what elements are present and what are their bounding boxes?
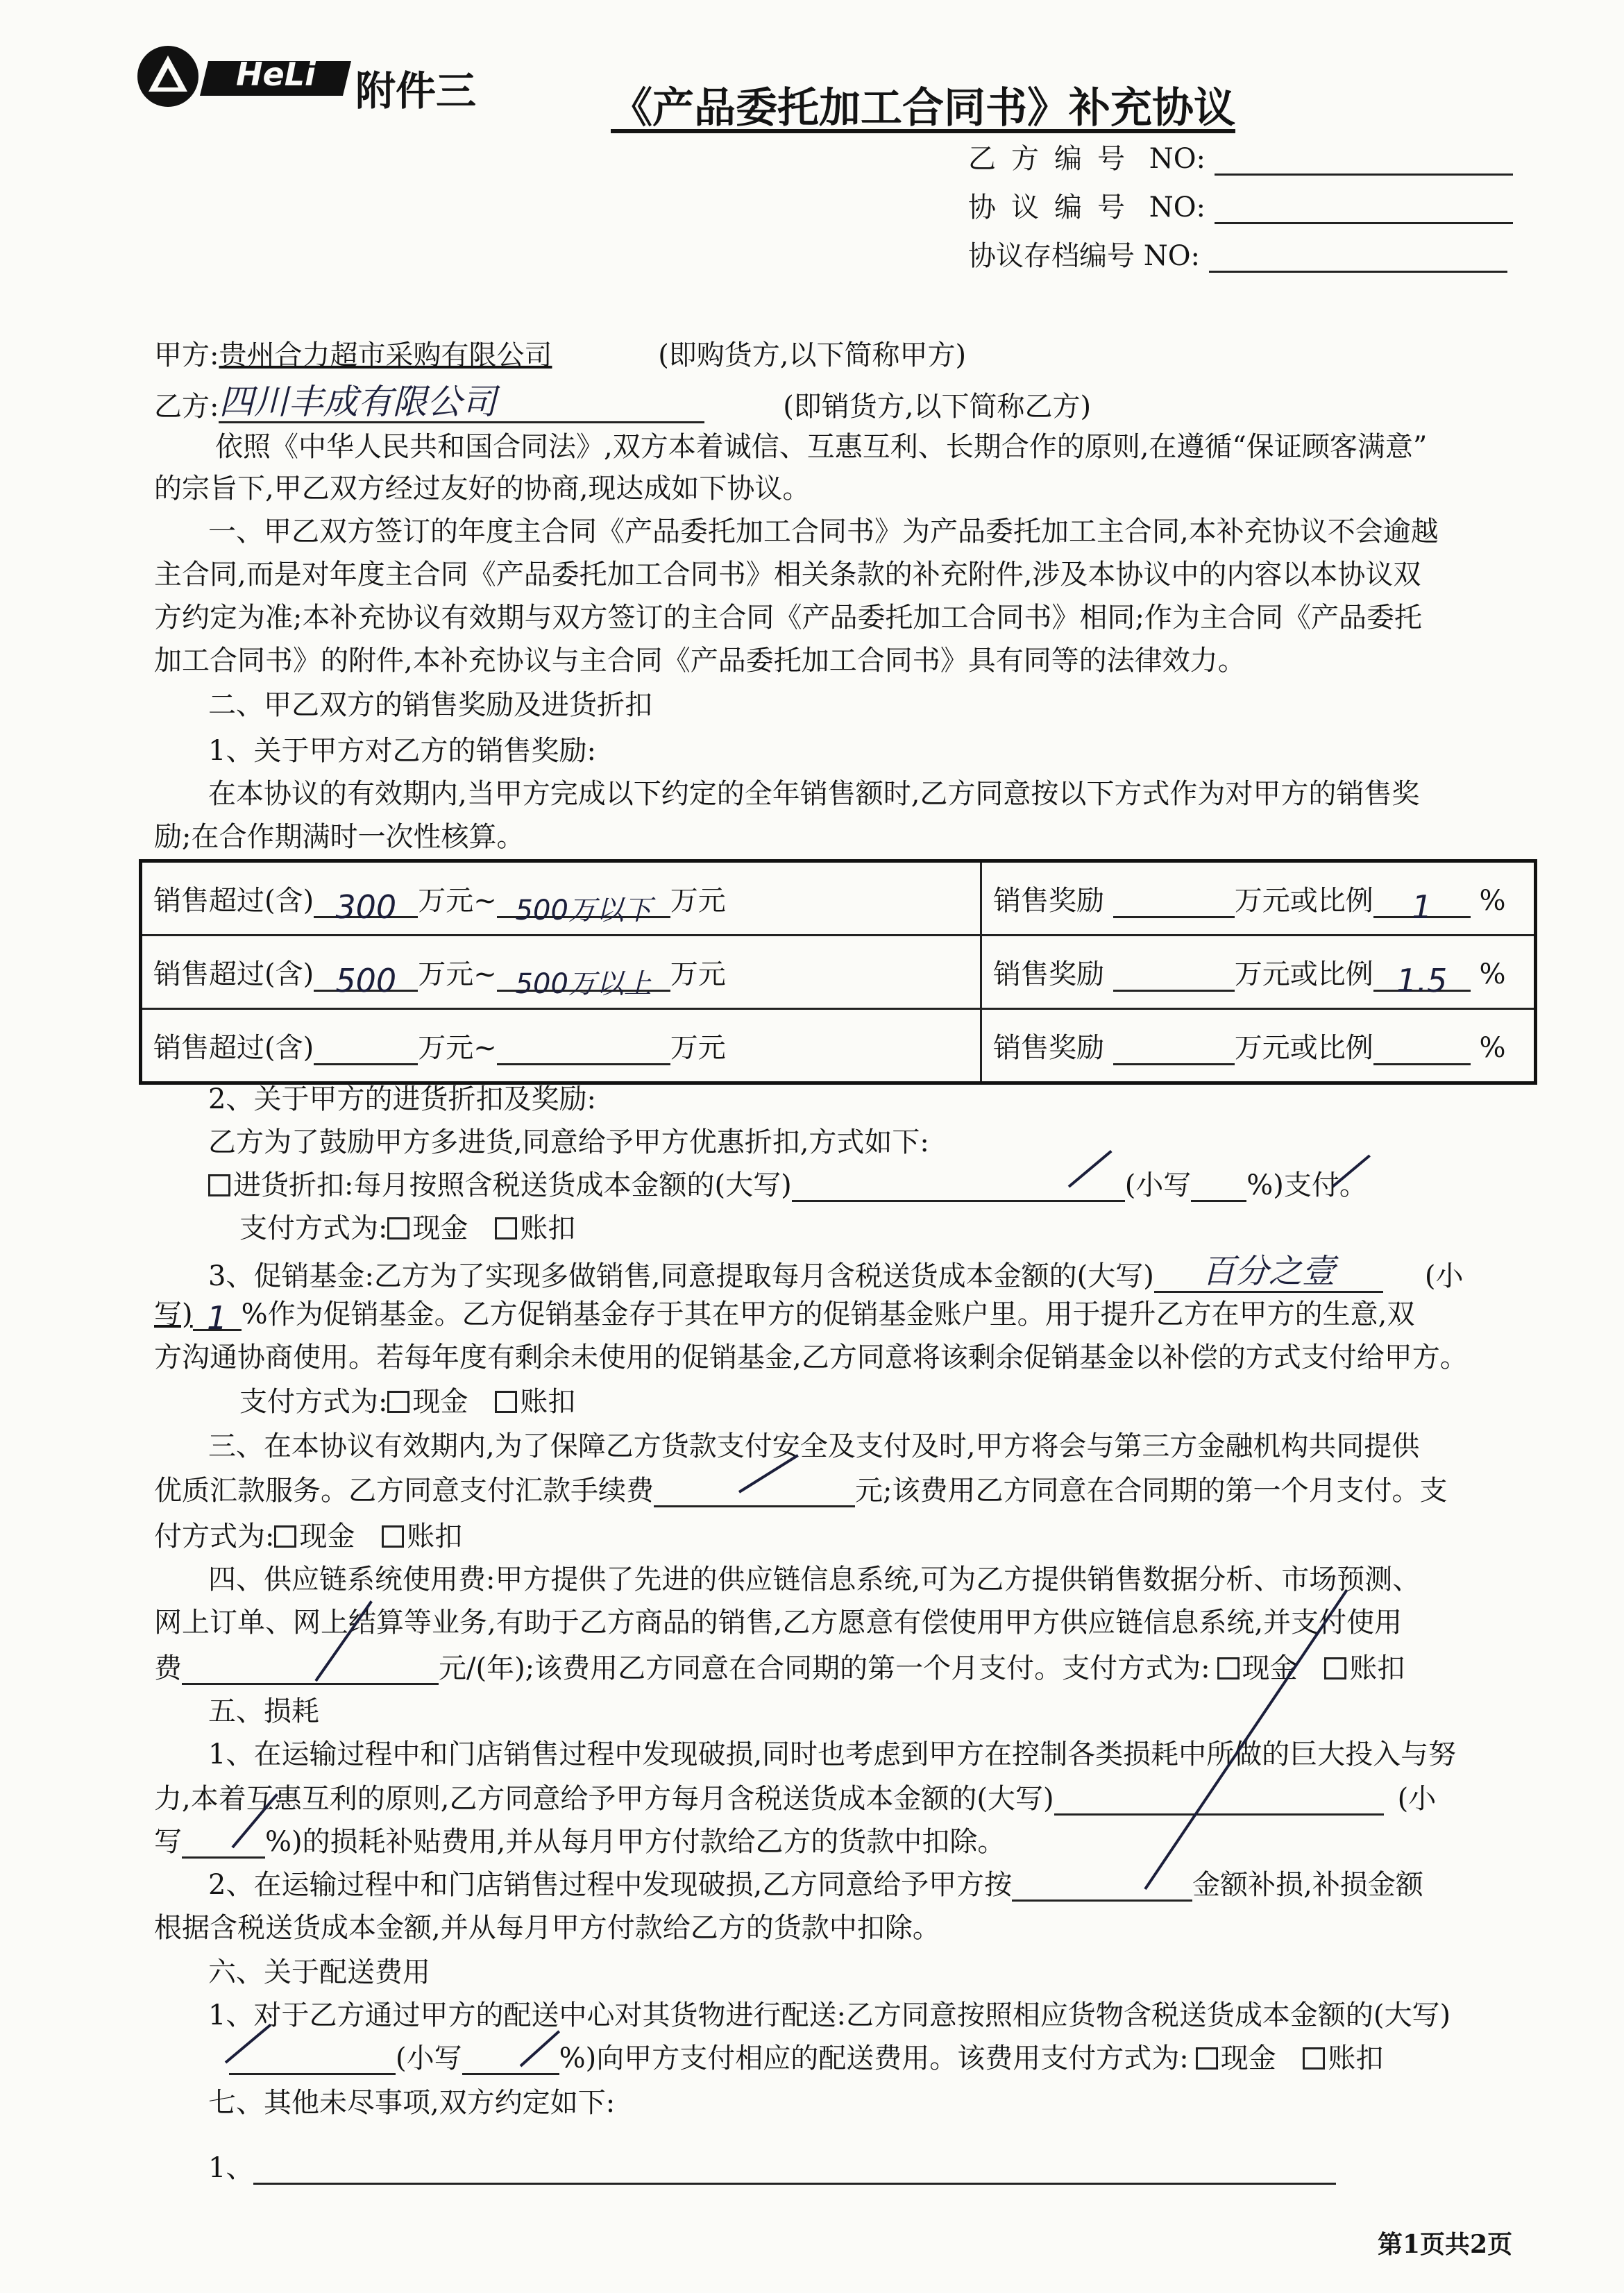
reward-ratio-value[interactable]: 1.5 bbox=[1373, 962, 1471, 992]
promo-fund-row-2: 写) 1 %作为促销基金。乙方促销基金存于其在甲方的促销基金账户里。用于提升乙方在甲方的生意,双 bbox=[154, 1298, 1415, 1337]
section-5-2-line-a: 2、在运输过程中和门店销售过程中发现破损,乙方同意给予甲方按 金额补损,补损金额 bbox=[208, 1869, 1423, 1901]
section-1-line-1: 一、甲乙双方签订的年度主合同《产品委托加工合同书》为产品委托加工主合同,本补充协议不会逾越 bbox=[208, 516, 1439, 548]
section-5-1-line-b: 力,本着互惠互利的原则,乙方同意给予甲方每月含税送货成本金额的(大写) (小 bbox=[154, 1783, 1437, 1815]
promo-fund-percent-value[interactable]: 1 bbox=[193, 1301, 242, 1331]
party-b-no-field[interactable] bbox=[1215, 146, 1513, 176]
section-4-line-1: 四、供应链系统使用费:甲方提供了先进的供应链信息系统,可为乙方提供销售数据分析、市场预测、 bbox=[208, 1564, 1421, 1596]
section-1-line-2: 主合同,而是对年度主合同《产品委托加工合同书》相关条款的补充附件,涉及本协议中的内容以本协议双 bbox=[154, 559, 1421, 591]
page-title: 《产品委托加工合同书》补充协议 bbox=[611, 84, 1235, 133]
section-5-1-line-c: 写 %)的损耗补贴费用,并从每月甲方付款给乙方的货款中扣除。 bbox=[154, 1826, 1006, 1858]
promo-fund-uppercase-value[interactable]: 百分之壹 bbox=[1154, 1255, 1383, 1293]
reward-from-value[interactable]: 500 bbox=[314, 962, 418, 992]
section-1-line-4: 加工合同书》的附件,本补充协议与主合同《产品委托加工合同书》具有同等的法律效力。 bbox=[154, 645, 1246, 677]
purchase-discount-row: 进货折扣:每月按照含税送货成本金额的(大写) (小写 %)支付。 bbox=[208, 1169, 1367, 1202]
reward-ratio-value[interactable]: 1 bbox=[1373, 888, 1471, 918]
cash-checkbox[interactable] bbox=[387, 1391, 409, 1413]
agreement-no-row: 协议编号 NO: bbox=[968, 191, 1513, 224]
discount-amount-field[interactable] bbox=[792, 1172, 1125, 1202]
cash-checkbox[interactable] bbox=[274, 1525, 296, 1548]
reward-ratio-value[interactable] bbox=[1373, 1035, 1471, 1065]
party-a-name: 贵州合力超市采购有限公司 bbox=[219, 339, 552, 371]
attachment-label: 附件三 bbox=[355, 67, 477, 115]
intro-line-1: 依照《中华人民共和国合同法》,双方本着诚信、互惠互利、长期合作的原则,在遵循“保证顾客满意” bbox=[215, 431, 1428, 463]
intro-line-2: 的宗旨下,甲乙双方经过友好的协商,现达成如下协议。 bbox=[154, 473, 811, 505]
cash-checkbox[interactable] bbox=[387, 1217, 409, 1239]
promo-fund-row-1: 3、促销基金:乙方为了实现多做销售,同意提取每月含税送货成本金额的(大写) 百分之壹 (小 bbox=[208, 1252, 1464, 1292]
payment-method-row-2: 支付方式为: 现金 账扣 bbox=[239, 1386, 576, 1418]
section-2-1-text-a: 在本协议的有效期内,当甲方完成以下约定的全年销售额时,乙方同意按以下方式作为对甲方的销售奖 bbox=[208, 778, 1420, 810]
party-a-row: 甲方:贵州合力超市采购有限公司 (即购货方,以下简称甲方) bbox=[154, 339, 967, 371]
agreement-no-field[interactable] bbox=[1215, 194, 1513, 224]
company-logo bbox=[132, 40, 354, 117]
cash-checkbox[interactable] bbox=[1217, 1657, 1240, 1679]
loss-subsidy-amount-field[interactable] bbox=[1054, 1786, 1384, 1816]
section-5-2-line-b: 根据含税送货成本金额,并从每月甲方付款给乙方的货款中扣除。 bbox=[154, 1912, 940, 1944]
section-2-1-text-b: 励;在合作期满时一次性核算。 bbox=[154, 821, 525, 853]
reward-to-value[interactable] bbox=[497, 1035, 670, 1065]
reward-to-value[interactable]: 500万以下 bbox=[497, 888, 670, 918]
account-deduct-checkbox[interactable] bbox=[495, 1217, 517, 1239]
section-2-2-text: 乙方为了鼓励甲方多进货,同意给予甲方优惠折扣,方式如下: bbox=[208, 1126, 929, 1158]
table-row: 销售超过(含) 500 万元~ 500万以上 万元 销售奖励 万元或比例 1.5 % bbox=[141, 936, 1536, 1009]
section-6-heading: 六、关于配送费用 bbox=[208, 1956, 430, 1988]
party-b-name[interactable]: 四川丰成有限公司 bbox=[219, 385, 704, 423]
other-terms-field-1[interactable] bbox=[253, 2155, 1336, 2185]
delivery-fee-amount-field[interactable] bbox=[229, 2045, 396, 2075]
section-6-1-line-a: 1、对于乙方通过甲方的配送中心对其货物进行配送:乙方同意按照相应货物含税送货成本金额的(大写) bbox=[208, 1999, 1451, 2031]
section-4-line-3: 费 元/(年);该费用乙方同意在合同期的第一个月支付。支付方式为: 现金 账扣 bbox=[154, 1652, 1405, 1684]
cash-checkbox[interactable] bbox=[1196, 2047, 1218, 2070]
section-1-line-3: 方约定为准;本补充协议有效期与双方签订的主合同《产品委托加工合同书》相同;作为主合同《产品委托 bbox=[154, 602, 1422, 634]
discount-percent-field[interactable] bbox=[1191, 1172, 1246, 1202]
account-deduct-checkbox[interactable] bbox=[495, 1391, 517, 1413]
reward-to-value[interactable]: 500万以上 bbox=[497, 962, 670, 992]
logo-text: HeLi bbox=[236, 56, 316, 93]
party-b-note: (即销货方,以下简称乙方) bbox=[783, 391, 1092, 423]
reward-amount-field[interactable] bbox=[1113, 1035, 1235, 1065]
reward-from-value[interactable] bbox=[314, 1035, 418, 1065]
page-number: 第1页共2页 bbox=[1378, 2230, 1513, 2259]
account-deduct-checkbox[interactable] bbox=[1324, 1657, 1346, 1679]
contract-no-row: 乙方编号 NO: bbox=[968, 142, 1513, 176]
party-a-note: (即购货方,以下简称甲方) bbox=[658, 339, 967, 371]
archive-no-row: 协议存档编号 NO: bbox=[968, 239, 1507, 273]
purchase-discount-checkbox[interactable] bbox=[208, 1174, 230, 1196]
loss-subsidy-percent-field[interactable] bbox=[182, 1829, 265, 1859]
account-deduct-checkbox[interactable] bbox=[1303, 2047, 1325, 2070]
sales-reward-table bbox=[139, 859, 1537, 1085]
section-7-item-1: 1、 bbox=[208, 2151, 1336, 2185]
table-row: 销售超过(含) 万元~ 万元 销售奖励 万元或比例 % bbox=[141, 1009, 1536, 1083]
section-6-1-line-b: (小写 %)向甲方支付相应的配送费用。该费用支付方式为: 现金 账扣 bbox=[229, 2042, 1383, 2075]
system-fee-field[interactable] bbox=[182, 1655, 439, 1685]
section-4-line-2: 网上订单、网上结算等业务,有助于乙方商品的销售,乙方愿意有偿使用甲方供应链信息系统,并支付使用 bbox=[154, 1607, 1403, 1639]
section-5-1-line-a: 1、在运输过程中和门店销售过程中发现破损,同时也考虑到甲方在控制各类损耗中所做的巨大投入与努 bbox=[208, 1738, 1457, 1770]
promo-fund-row-3: 方沟通协商使用。若每年度有剩余未使用的促销基金,乙方同意将该剩余促销基金以补偿的方式支付给甲方。 bbox=[154, 1342, 1468, 1373]
account-deduct-checkbox[interactable] bbox=[382, 1525, 404, 1548]
party-b-row: 乙方:四川丰成有限公司 (即销货方,以下简称乙方) bbox=[154, 382, 1092, 423]
payment-method-row-1: 支付方式为: 现金 账扣 bbox=[239, 1212, 576, 1244]
section-7-heading: 七、其他未尽事项,双方约定如下: bbox=[208, 2087, 616, 2119]
section-3-line-1: 三、在本协议有效期内,为了保障乙方货款支付安全及支付及时,甲方将会与第三方金融机构共同提供 bbox=[208, 1430, 1420, 1462]
reward-amount-field[interactable] bbox=[1113, 962, 1235, 992]
table-row: 销售超过(含) 300 万元~ 500万以下 万元 销售奖励 万元或比例 1 % bbox=[141, 861, 1536, 936]
section-2-1-heading: 1、关于甲方对乙方的销售奖励: bbox=[208, 735, 596, 767]
loss-compensation-field[interactable] bbox=[1012, 1872, 1192, 1902]
delivery-fee-percent-field[interactable] bbox=[462, 2045, 559, 2075]
section-3-line-3: 付方式为: 现金 账扣 bbox=[154, 1521, 463, 1552]
section-5-heading: 五、损耗 bbox=[208, 1695, 319, 1727]
section-3-line-2: 优质汇款服务。乙方同意支付汇款手续费 元;该费用乙方同意在合同期的第一个月支付。支 bbox=[154, 1475, 1448, 1507]
archive-no-field[interactable] bbox=[1209, 243, 1507, 273]
section-2-2-heading: 2、关于甲方的进货折扣及奖励: bbox=[208, 1083, 596, 1115]
reward-amount-field[interactable] bbox=[1113, 888, 1235, 918]
reward-from-value[interactable]: 300 bbox=[314, 888, 418, 918]
section-2-heading: 二、甲乙双方的销售奖励及进货折扣 bbox=[208, 689, 652, 721]
